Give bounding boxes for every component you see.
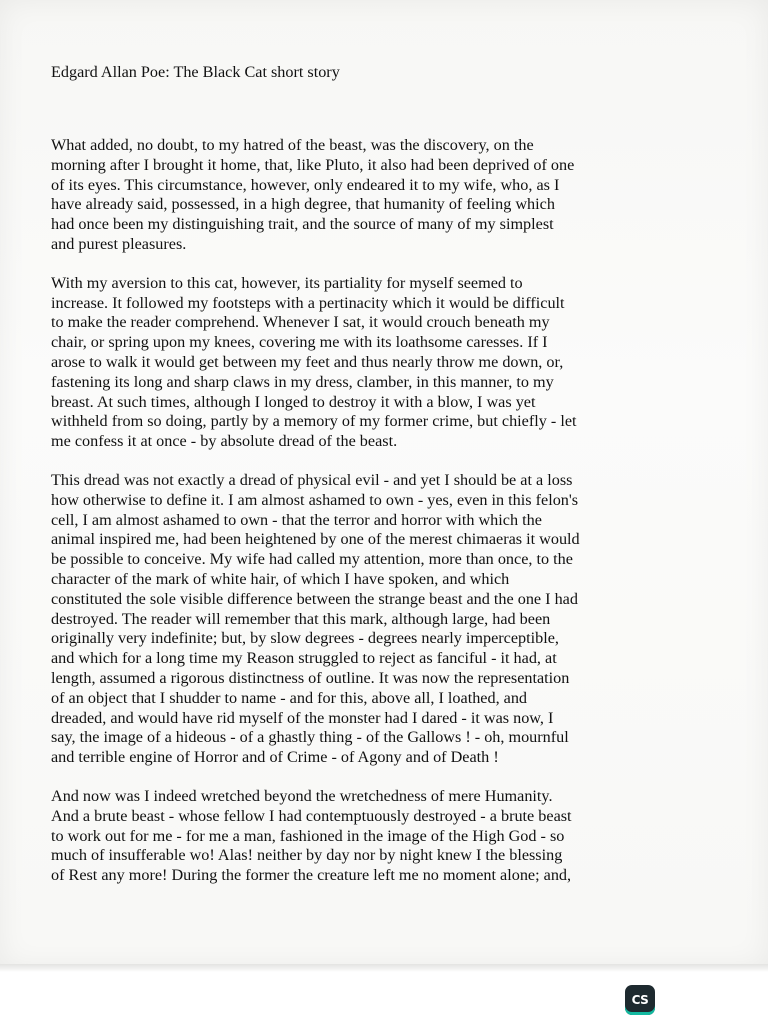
text-line: And now was I indeed wretched beyond the wretchedness of mere Humanity. (51, 786, 553, 805)
text-line: had once been my distinguishing trait, and the source of many of my simplest (51, 215, 554, 234)
paragraph-4 (51, 787, 691, 886)
text-line: be possible to conceive. My wife had called my attention, more than once, to the (51, 550, 573, 569)
paragraph-3 (51, 471, 691, 768)
logo-text: CS (631, 993, 649, 1007)
text-line: to work out for me - for me a man, fashioned in the image of the High God - so (51, 826, 565, 845)
camscanner-logo-icon (625, 985, 655, 1015)
text-line: and purest pleasures. (51, 234, 187, 253)
text-line: originally very indefinite; but, by slow degrees - degrees nearly imperceptible, (51, 629, 559, 648)
text-line: morning after I brought it home, that, like Pluto, it also had been deprived of one (51, 155, 575, 174)
text-line: This dread was not exactly a dread of physical evil - and yet I should be at a loss (51, 470, 573, 489)
text-line: have already said, possessed, in a high degree, that humanity of feeling which (51, 195, 555, 214)
text-line: and terrible engine of Horror and of Crime - of Agony and of Death ! (51, 748, 499, 767)
text-line: dreaded, and would have rid myself of the monster had I dared - it was now, I (51, 708, 554, 727)
text-line: increase. It followed my footsteps with a pertinacity which it would be difficult (51, 293, 565, 312)
text-line: length, assumed a rigorous distinctness of outline. It was now the representation (51, 668, 570, 687)
text-line: how otherwise to define it. I am almost ashamed to own - yes, even in this felon's (51, 490, 579, 509)
text-line: of its eyes. This circumstance, however, only endeared it to my wife, who, as I (51, 175, 560, 194)
text-line: to make the reader comprehend. Whenever I sat, it would crouch beneath my (51, 313, 550, 332)
text-line: and which for a long time my Reason struggled to reject as fanciful - it had, at (51, 649, 557, 668)
page-bottom-edge (0, 964, 768, 972)
paragraph-1 (51, 136, 691, 255)
document-title: Edgard Allan Poe: The Black Cat short story (51, 63, 340, 81)
text-line: And a brute beast - whose fellow I had contemptuously destroyed - a brute beast (51, 806, 572, 825)
text-line: animal inspired me, had been heightened by one of the merest chimaeras it would (51, 530, 580, 549)
document-body (51, 62, 691, 905)
text-line: arose to walk it would get between my feet and thus nearly throw me down, or, (51, 352, 564, 371)
text-line: much of insufferable wo! Alas! neither by day nor by night knew I the blessing (51, 846, 563, 865)
text-line: destroyed. The reader will remember that this mark, although large, had been (51, 609, 551, 628)
text-line: of Rest any more! During the former the creature left me no moment alone; and, (51, 866, 572, 885)
paragraph-2 (51, 274, 691, 452)
text-line: constituted the sole visible difference between the strange beast and the one I had (51, 589, 578, 608)
text-line: withheld from so doing, partly by a memory of my former crime, but chiefly - let (51, 412, 577, 431)
text-line: of an object that I shudder to name - and for this, above all, I loathed, and (51, 688, 528, 707)
text-line: What added, no doubt, to my hatred of the beast, was the discovery, on the (51, 136, 534, 154)
text-line: With my aversion to this cat, however, its partiality for myself seemed to (51, 273, 523, 292)
text-line: cell, I am almost ashamed to own - that the terror and horror with which the (51, 510, 542, 529)
text-line: breast. At such times, although I longed to destroy it with a blow, I was yet (51, 392, 536, 411)
text-line: chair, or spring upon my knees, covering me with its loathsome caresses. If I (51, 333, 548, 352)
text-line: fastening its long and sharp claws in my dress, clamber, in this manner, to my (51, 372, 554, 391)
text-line: character of the mark of white hair, of which I have spoken, and which (51, 569, 510, 588)
text-line: me confess it at once - by absolute dread of the beast. (51, 432, 398, 451)
text-line: say, the image of a hideous - of a ghastly thing - of the Gallows ! - oh, mournful (51, 728, 569, 747)
